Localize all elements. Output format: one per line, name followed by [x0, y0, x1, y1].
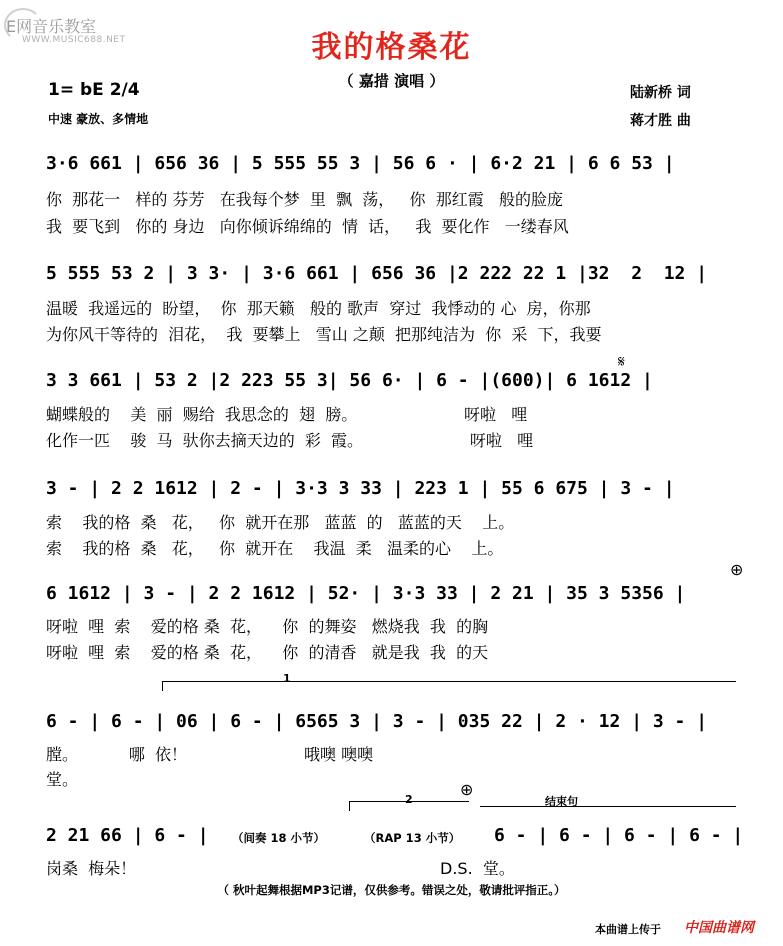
notation-line: 3 3 661 | 53 2 |2 223 55 3| 56 6· | 6 - |(600)| 6 1612 | — [46, 370, 653, 391]
notation-line: 3·6 661 | 656 36 | 5 555 55 3 | 56 6 · | 6·2 21 | 6 6 53 | — [46, 153, 675, 174]
lyric-verse-1: 岗桑 梅朵！ — [46, 859, 137, 878]
volta-1-bracket-end — [162, 681, 163, 691]
lyric-verse-1: 呀啦 哩 索 爱的格 桑 花， 你 的舞姿 燃烧我 我 的胸 — [46, 617, 489, 636]
tempo-marking: 中速 豪放、多情地 — [48, 112, 149, 126]
lyricist-credit: 陆新桥 词 — [630, 85, 691, 101]
coda-icon: ⊕ — [460, 780, 474, 799]
segno-icon: 𝄋 — [618, 352, 625, 371]
lyric-verse-2: 为你风干等待的 泪花， 我 要攀上 雪山 之颠 把那纯洁为 你 采 下，我要 — [46, 325, 602, 344]
volta-2-label: 2 — [405, 793, 413, 806]
lyric-verse-2: 索 我的格 桑 花， 你 就开在 我温 柔 温柔的心 上。 — [46, 539, 504, 558]
lyric-verse-1: 你 那花一 样的 芬芳 在我每个梦 里 飘 荡， 你 那红霞 般的脸庞 — [46, 190, 563, 209]
lyric-verse-2: 呀啦 哩 索 爱的格 桑 花， 你 的清香 就是我 我 的天 — [46, 643, 489, 662]
watermark-url: WWW.MUSIC688.NET — [22, 35, 126, 45]
notation-line: 6 - | 6 - | 06 | 6 - | 6565 3 | 3 - | 035 22 | 2 · 12 | 3 - | — [46, 711, 708, 732]
coda-icon: ⊕ — [730, 560, 744, 579]
volta-1-label: 1 — [283, 672, 291, 685]
composer-credit: 蒋才胜 曲 — [630, 113, 691, 129]
song-singer: （ 嘉措 演唱 ） — [338, 72, 445, 90]
lyric-verse-1: 膛。 哪 依！ 哦噢 噢噢 — [46, 745, 374, 764]
rap-note: （RAP 13 小节） — [364, 831, 461, 845]
lyric-verse-2: 我 要飞到 你的 身边 向你倾诉绵绵的 情 话， 我 要化作 一缕春风 — [46, 217, 569, 236]
lyric-verse-1: 索 我的格 桑 花， 你 就开在那 蓝蓝 的 蓝蓝的天 上。 — [46, 513, 515, 532]
lyric-verse-1: 温暖 我遥远的 盼望， 你 那天籁 般的 歌声 穿过 我悸动的 心 房，你那 — [46, 299, 591, 318]
ending-label: 结束句 — [545, 795, 578, 808]
song-title: 我的格桑花 — [311, 30, 472, 65]
lyric-verse-1: 蝴蝶般的 美 丽 赐给 我思念的 翅 膀。 呀啦 哩 — [46, 405, 528, 424]
brand-logo: 中国曲谱网 — [684, 920, 754, 936]
notation-line: 6 1612 | 3 - | 2 2 1612 | 52· | 3·3 33 | 2 21 | 35 3 5356 | — [46, 583, 686, 604]
volta-1-bracket — [162, 681, 736, 682]
notation-line: 5 555 53 2 | 3 3· | 3·6 661 | 656 36 |2 222 22 1 |32 2 12 | — [46, 263, 708, 284]
ending-bracket — [480, 806, 736, 807]
ending-notation: 6 - | 6 - | 6 - | 6 - | — [494, 825, 744, 846]
lyric-verse-2: 化作一匹 骏 马 驮你去摘天边的 彩 霞。 呀啦 哩 — [46, 431, 534, 450]
dal-segno-lyric: D.S. 堂。 — [440, 859, 515, 878]
notation-line: 2 21 66 | 6 - | — [46, 825, 209, 846]
lyric-verse-2: 堂。 — [46, 770, 79, 789]
key-signature: 1= bE 2/4 — [48, 80, 140, 100]
volta-2-bracket-end — [349, 801, 350, 811]
interlude-note: （间奏 18 小节） — [232, 831, 326, 845]
upload-note: 本曲谱上传于 — [595, 923, 661, 936]
watermark-site-name: E网音乐教室 — [6, 17, 97, 36]
notation-line: 3 - | 2 2 1612 | 2 - | 3·3 3 33 | 223 1 | 55 6 675 | 3 - | — [46, 478, 675, 499]
transcriber-note: （ 秋叶起舞根据MP3记谱，仅供参考。错误之处，敬请批评指正。） — [217, 883, 566, 897]
